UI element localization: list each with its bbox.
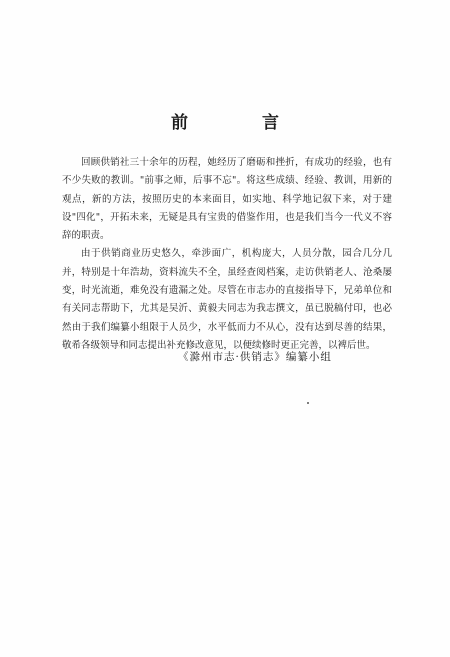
author-signature: 《滁州市志·供销志》编纂小组: [178, 351, 332, 363]
paragraph-1: 回顾供销社三十余年的历程，她经历了磨砺和挫折，有成功的经验，也有不少失败的教训。"前事之师，后事不忘"。将这些成绩、经验、教训，用新的观点，新的方法，按照历史的本来面目，如实地、科学地记叙下来，对于建设"四化"，开拓未来，无疑是具有宝贵的借鉴作用，也是我们当今一代义不容辞的职责。: [62, 157, 392, 242]
preface-body: [62, 154, 392, 355]
paragraph-2: 由于供销商业历史悠久，牵涉面广，机构庞大，人员分散，园合几分几并，特别是十年浩劫，资料流失不全，虽经查阅档案，走访供销老人、沧桑屡变，时光流逝，难免没有遗漏之处。尽管在市志办的直接指导下，兄弟单位和有关同志帮助下，尤其是吴沂、黄毅夫同志为我志撰文，虽已脱稿付印，也必然由于我们编纂小组限于人员少，水平低而力不从心，没有达到尽善的结果，敬希各级领导和同志提出补充修改意见，以便续修时更正完善，以裨后世。: [62, 248, 392, 351]
page-title: 前 言: [171, 113, 313, 133]
page-speck: [307, 402, 309, 404]
